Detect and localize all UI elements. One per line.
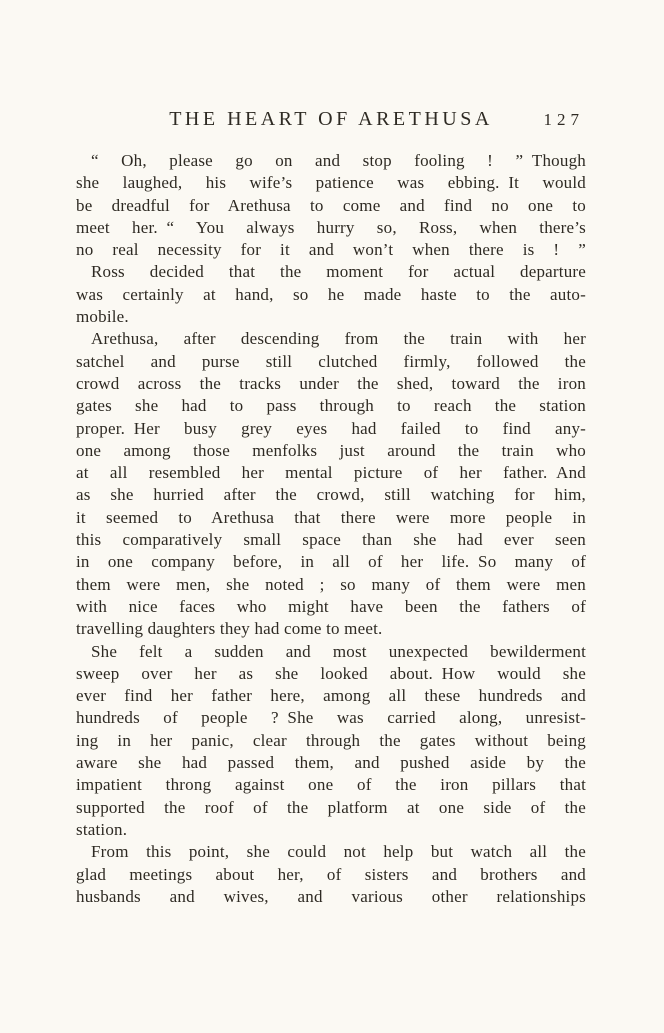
text-line: sweep over her as she looked about. How would she bbox=[76, 663, 586, 683]
text-line: meet her. “ You always hurry so, Ross, when there’s bbox=[76, 217, 586, 237]
text-line: she laughed, his wife’s patience was ebbing. It would bbox=[76, 173, 586, 193]
text-line: it seemed to Arethusa that there were more people in bbox=[76, 507, 586, 527]
paragraph bbox=[76, 150, 586, 261]
page-header bbox=[76, 108, 586, 134]
text-line: crowd across the tracks under the shed, toward the iron bbox=[76, 373, 586, 393]
text-line: no real necessity for it and won’t when there is ! ” bbox=[76, 240, 586, 260]
text-line: ever find her father here, among all these hundreds and bbox=[76, 686, 586, 706]
text-line: glad meetings about her, of sisters and brothers and bbox=[76, 864, 586, 884]
text-line: as she hurried after the crowd, still watching for him, bbox=[76, 485, 586, 505]
text-line: travelling daughters they had come to meet. bbox=[76, 619, 383, 639]
text-line: in one company before, in all of her life. So many of bbox=[76, 552, 586, 572]
text-line: was certainly at hand, so he made haste to the auto- bbox=[76, 284, 586, 304]
text-line: Arethusa, after descending from the train with her bbox=[91, 329, 586, 349]
text-line: station. bbox=[76, 819, 128, 839]
paragraph bbox=[76, 261, 586, 328]
text-line: proper. Her busy grey eyes had failed to find any- bbox=[76, 418, 586, 438]
paragraph bbox=[76, 328, 586, 640]
text-line: husbands and wives, and various other relationships bbox=[76, 886, 586, 906]
text-line: this comparatively small space than she had ever seen bbox=[76, 530, 586, 550]
text-line: ing in her panic, clear through the gates without being bbox=[76, 730, 586, 750]
text-line: them were men, she noted ; so many of them were men bbox=[76, 574, 586, 594]
text-line: with nice faces who might have been the fathers of bbox=[76, 596, 586, 616]
text-line: impatient throng against one of the iron pillars that bbox=[76, 775, 586, 795]
text-line: Ross decided that the moment for actual departure bbox=[91, 262, 586, 282]
text-line: From this point, she could not help but watch all the bbox=[91, 842, 586, 862]
page-body bbox=[76, 150, 586, 908]
text-block bbox=[76, 108, 586, 908]
text-line: at all resembled her mental picture of her father. And bbox=[76, 463, 586, 483]
paragraph bbox=[76, 841, 586, 908]
text-line: one among those menfolks just around the train who bbox=[76, 440, 586, 460]
text-line: hundreds of people ? She was carried along, unresist- bbox=[76, 708, 586, 728]
text-line: gates she had to pass through to reach the station bbox=[76, 396, 586, 416]
page-number: 127 bbox=[543, 110, 584, 129]
text-line: aware she had passed them, and pushed aside by the bbox=[76, 753, 586, 773]
text-line: She felt a sudden and most unexpected bewilderment bbox=[91, 641, 586, 661]
running-title: THE HEART OF ARETHUSA bbox=[169, 108, 493, 130]
text-line: mobile. bbox=[76, 307, 129, 327]
text-line: be dreadful for Arethusa to come and find no one to bbox=[76, 195, 586, 215]
paragraph bbox=[76, 641, 586, 842]
text-line: satchel and purse still clutched firmly, followed the bbox=[76, 351, 586, 371]
text-line: “ Oh, please go on and stop fooling ! ” Though bbox=[91, 151, 586, 170]
text-line: supported the roof of the platform at one side of the bbox=[76, 797, 586, 817]
